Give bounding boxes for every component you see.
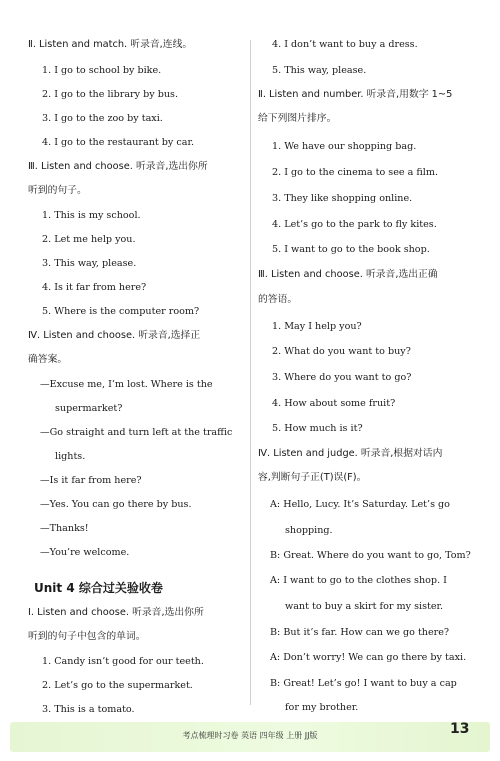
section-2-heading: Ⅱ. Listen and number. 听录音,用数字 1~5 <box>258 89 453 100</box>
page-footer <box>0 712 500 761</box>
dialog-line: —Thanks! <box>40 523 89 534</box>
dialog-line: for my brother. <box>285 702 359 713</box>
dialog-line: A: I want to go to the clothes shop. I <box>270 575 447 586</box>
list-item: 4. How about some fruit? <box>272 398 396 409</box>
list-item: 2. Let me help you. <box>42 234 136 245</box>
dialog-line: A: Hello, Lucy. It’s Saturday. Let’s go <box>270 499 450 510</box>
dialog-line: lights. <box>55 451 86 462</box>
section-2-heading: Ⅱ. Listen and match. 听录音,连线。 <box>28 39 193 50</box>
list-item: 1. Candy isn’t good for our teeth. <box>42 656 204 667</box>
list-item: 1. We have our shopping bag. <box>272 141 417 152</box>
list-item: 5. I want to go to the book shop. <box>272 244 430 255</box>
unit-section-1-heading-cont: 听到的句子中包含的单词。 <box>28 631 146 642</box>
list-item: 3. Where do you want to go? <box>272 372 412 383</box>
section-4-heading-cont: 确答案。 <box>28 354 68 365</box>
dialog-line: A: Don’t worry! We can go there by taxi. <box>270 652 467 663</box>
section-4-heading-cont: 容,判断句子正(T)误(F)。 <box>258 472 367 483</box>
footer-book-info: 考点梳理时习卷 英语 四年级 上册 JJ版 <box>182 731 318 740</box>
dialog-line: —Is it far from here? <box>40 475 142 486</box>
page-number: 13 <box>450 721 470 737</box>
list-item: 4. Let’s go to the park to fly kites. <box>272 219 437 230</box>
section-3-heading-cont: 听到的句子。 <box>28 185 87 196</box>
unit-section-1-heading: Ⅰ. Listen and choose. 听录音,选出你所 <box>28 607 204 618</box>
dialog-line: B: Great! Let’s go! I want to buy a cap <box>270 678 457 689</box>
list-item: 1. This is my school. <box>42 210 141 221</box>
list-item: 1. I go to school by bike. <box>42 65 162 76</box>
section-2-heading-cont: 给下列图片排序。 <box>258 113 337 124</box>
list-item: 3. This way, please. <box>42 258 137 269</box>
list-item: 2. Let’s go to the supermarket. <box>42 680 193 691</box>
list-item: 2. What do you want to buy? <box>272 346 411 357</box>
list-item: 4. Is it far from here? <box>42 282 147 293</box>
dialog-line: want to buy a skirt for my sister. <box>285 601 444 612</box>
list-item: 1. May I help you? <box>272 321 362 332</box>
dialog-line: supermarket? <box>55 403 123 414</box>
dialog-line: B: Great. Where do you want to go, Tom? <box>270 550 471 561</box>
dialog-line: shopping. <box>285 525 333 536</box>
section-4-heading: Ⅳ. Listen and choose. 听录音,选择正 <box>28 330 201 341</box>
column-divider <box>250 40 251 705</box>
list-item: 5. Where is the computer room? <box>42 306 200 317</box>
dialog-line: —You’re welcome. <box>40 547 130 558</box>
list-item: 5. How much is it? <box>272 423 363 434</box>
dialog-line: —Go straight and turn left at the traffic <box>40 427 233 438</box>
dialog-line: B: But it’s far. How can we go there? <box>270 627 450 638</box>
list-item: 2. I go to the cinema to see a film. <box>272 167 439 178</box>
list-item: 4. I go to the restaurant by car. <box>42 137 195 148</box>
list-item: 5. This way, please. <box>272 65 367 76</box>
unit-title: Unit 4 综合过关验收卷 <box>34 581 163 595</box>
section-4-heading: Ⅳ. Listen and judge. 听录音,根据对话内 <box>258 448 443 459</box>
dialog-line: —Yes. You can go there by bus. <box>40 499 192 510</box>
section-3-heading: Ⅲ. Listen and choose. 听录音,选出你所 <box>28 161 208 172</box>
list-item: 2. I go to the library by bus. <box>42 89 178 100</box>
list-item: 3. I go to the zoo by taxi. <box>42 113 163 124</box>
list-item: 3. They like shopping online. <box>272 193 413 204</box>
section-3-heading: Ⅲ. Listen and choose. 听录音,选出正确 <box>258 269 438 280</box>
list-item: 3. This is a tomato. <box>42 704 135 715</box>
section-3-heading-cont: 的答语。 <box>258 294 298 305</box>
list-item: 4. I don’t want to buy a dress. <box>272 39 418 50</box>
dialog-line: —Excuse me, I’m lost. Where is the <box>40 379 213 390</box>
